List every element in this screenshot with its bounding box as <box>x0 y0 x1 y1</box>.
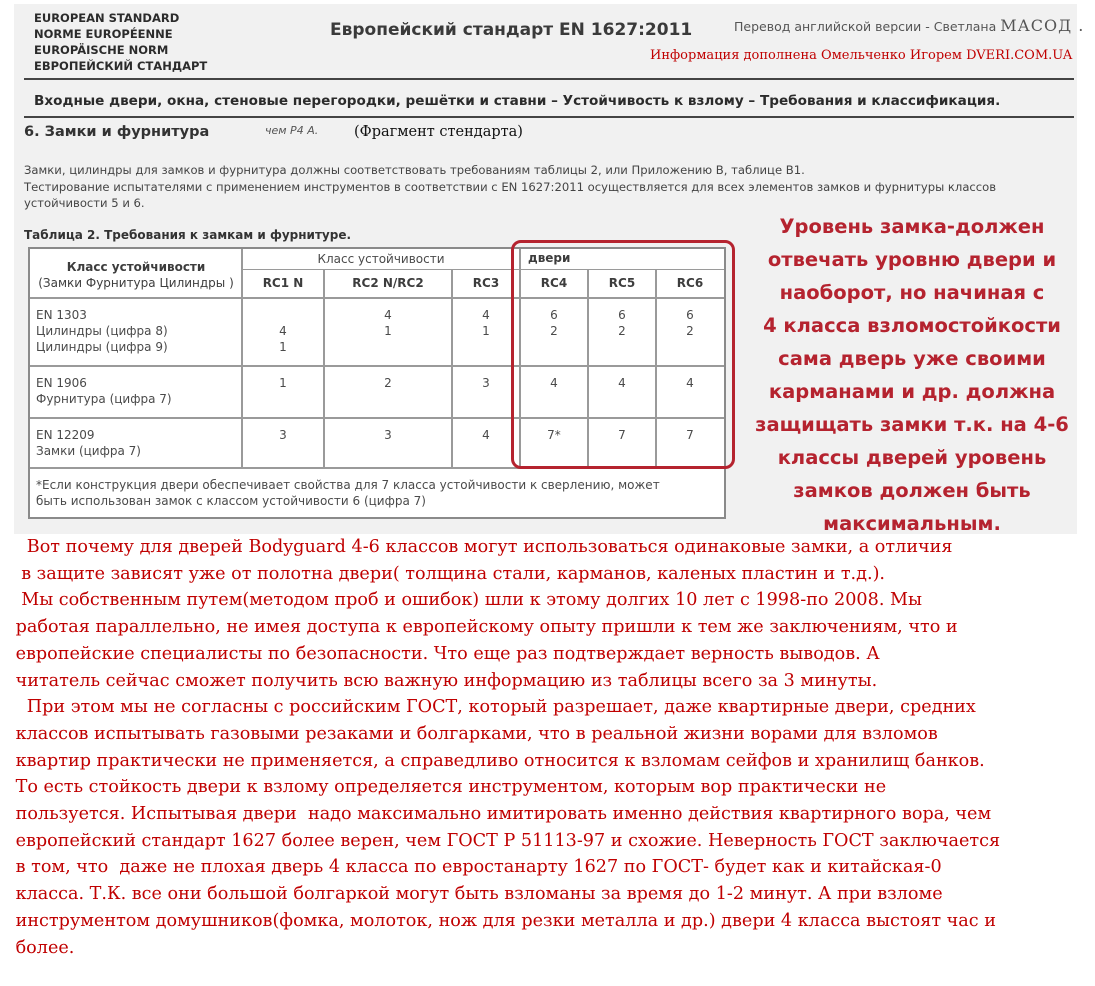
cell-value: 4 <box>482 308 490 322</box>
cell-value: 2 <box>686 324 694 338</box>
callout-line: классы дверей уровень <box>777 446 1047 469</box>
footnote-line: быть использован замок с классом устойчивости 6 (цифра 7) <box>36 494 426 508</box>
document-subtitle: Входные двери, окна, стеновые перегородки, решётки и ставни – Устойчивость к взлому – Требования и классификация. <box>34 93 1001 109</box>
callout-line: наоборот, но начиная с <box>779 281 1045 304</box>
row-label-line: Цилиндры (цифра 9) <box>36 340 168 354</box>
commentary-line: пользуется. Испытывая двери надо максимально имитировать именно действия квартирного вора, чем <box>10 804 992 825</box>
table-footnote <box>36 477 716 509</box>
row-label <box>36 375 236 407</box>
standard-name-fr: NORME EUROPÉENNE <box>34 27 173 41</box>
commentary-line: классов испытывать газовыми резаками и болгарками, что в реальной жизни ворами для взломов <box>10 723 938 744</box>
callout-annotation <box>752 210 1072 540</box>
table-cell: 1 <box>279 376 287 390</box>
col-header: RC3 <box>472 276 500 290</box>
col-header: RC6 <box>676 276 704 290</box>
commentary-line: работая параллельно, не имея доступа к европейскому опыту пришли к тем же заключениям, что и <box>10 617 958 638</box>
group-header: Класс устойчивости <box>317 252 445 266</box>
table-cell: 2 <box>384 376 392 390</box>
table-cell <box>452 307 520 339</box>
corner-header-line: Класс устойчивости <box>66 260 206 274</box>
commentary-line: в защите зависят уже от полотна двери( толщина стали, карманов, каленых пластин и т.д.). <box>10 563 886 584</box>
row-label-line: EN 12209 <box>36 428 95 442</box>
commentary-line: класса. Т.К. все они большой болгаркой могут быть взломаны за время до 1-2 минут. А при взломе <box>10 884 943 905</box>
callout-line: карманами и др. должна <box>768 380 1056 403</box>
standard-names <box>34 10 207 74</box>
commentary-line: более. <box>10 937 75 958</box>
handwritten-note: чем Р4 А. <box>265 124 319 137</box>
cell-value: 2 <box>550 324 558 338</box>
cell-value: 6 <box>618 308 626 322</box>
translation-credit <box>734 16 1084 35</box>
commentary-line: При этом мы не согласны с российским ГОСТ, который разрешает, даже квартирные двери, средних <box>10 697 976 718</box>
table-cell: 4 <box>550 376 558 390</box>
doors-header: двери <box>528 251 571 265</box>
commentary-line: читатель сейчас сможет получить всю важную информацию из таблицы всего за 3 минуты. <box>10 670 878 691</box>
table-caption: Таблица 2. Требования к замкам и фурнитуре. <box>24 228 352 242</box>
table-cell <box>324 307 452 339</box>
translation-prefix: Перевод английской версии - Светлана <box>734 19 997 34</box>
corner-header <box>30 259 242 291</box>
table-cell: 7 <box>618 428 626 442</box>
standard-name-en: EUROPEAN STANDARD <box>34 11 180 25</box>
callout-line: 4 класса взломостойкости <box>763 314 1061 337</box>
table-cell: 4 <box>482 428 490 442</box>
row-label-line: EN 1303 <box>36 308 87 322</box>
table-cell: 4 <box>618 376 626 390</box>
paragraph-line: Замки, цилиндры для замков и фурнитура должны соответствовать требованиям таблицы 2, или Приложению В, таблице В1. <box>24 163 805 177</box>
table-cell: 7 <box>686 428 694 442</box>
row-label-line: Цилиндры (цифра 8) <box>36 324 168 338</box>
translator-name: МАСОД . <box>1000 16 1085 35</box>
cell-value: 4 <box>279 324 287 338</box>
paragraph-line: Тестирование испытателями с применением инструментов в соответствии с EN 1627:2011 осуществляется для всех элементов замков и фурнитуры классов <box>24 179 997 194</box>
commentary-line: Мы собственным путем(методом проб и ошибок) шли к этому долгих 10 лет с 1998-по 2008. Мы <box>10 590 923 611</box>
cell-value: 4 <box>384 308 392 322</box>
table-cell <box>242 307 324 355</box>
commentary-line: европейские специалисты по безопасности. Что еще раз подтверждает верность выводов. А <box>10 643 880 664</box>
commentary-line: То есть стойкость двери к взлому определяется инструментом, которым вор практически не <box>10 777 887 798</box>
section-paragraph <box>24 162 1064 212</box>
table-cell: 4 <box>686 376 694 390</box>
cell-value: 2 <box>618 324 626 338</box>
cell-value <box>242 307 324 323</box>
cell-value: 6 <box>686 308 694 322</box>
info-credit: Информация дополнена Омельченко Игорем DVERI.COM.UA <box>650 48 1073 63</box>
commentary-line: в том, что даже не плохая дверь 4 класса по евростанарту 1627 по ГОСТ- будет как и китайская-0 <box>10 857 942 878</box>
row-label <box>36 307 236 355</box>
standard-name-ru: ЕВРОПЕЙСКИЙ СТАНДАРТ <box>34 59 208 73</box>
cell-value: 6 <box>550 308 558 322</box>
table-cell: 3 <box>482 376 490 390</box>
cell-value: 1 <box>279 340 287 354</box>
callout-line: максимальным. <box>823 512 1001 535</box>
commentary-line: инструментом домушников(фомка, молоток, нож для резки металла и др.) двери 4 класса выстоят час и <box>10 910 996 931</box>
callout-line: отвечать уровню двери и <box>767 248 1057 271</box>
paragraph-line: устойчивости 5 и 6. <box>24 196 145 210</box>
col-header: RC5 <box>608 276 636 290</box>
commentary-text <box>10 534 1090 961</box>
col-header: RC4 <box>540 276 568 290</box>
fragment-label: (Фрагмент стендарта) <box>354 124 523 140</box>
row-label-line: Фурнитура (цифра 7) <box>36 392 172 406</box>
row-label-line: Замки (цифра 7) <box>36 444 141 458</box>
corner-header-line: (Замки Фурнитура Цилиндры ) <box>38 276 234 290</box>
footnote-line: *Если конструкция двери обеспечивает свойства для 7 класса устойчивости к сверлению, может <box>36 478 660 492</box>
callout-line: сама дверь уже своими <box>778 347 1046 370</box>
commentary-line: европейский стандарт 1627 более верен, чем ГОСТ Р 51113-97 и схожие. Неверность ГОСТ заключается <box>10 830 1001 851</box>
doors-highlight-box <box>511 240 735 469</box>
document-title: Европейский стандарт EN 1627:2011 <box>330 20 693 40</box>
cell-value: 1 <box>482 324 490 338</box>
table-cell: 3 <box>384 428 392 442</box>
callout-line: Уровень замка-должен <box>779 215 1045 238</box>
commentary-line: Вот почему для дверей Bodyguard 4-6 классов могут использоваться одинаковые замки, а отличия <box>10 537 953 557</box>
callout-line: защищать замки т.к. на 4-6 <box>755 413 1069 436</box>
section-title: 6. Замки и фурнитура <box>24 124 210 140</box>
col-header: RC1 N <box>262 276 304 290</box>
table-cell: 3 <box>279 428 287 442</box>
col-header: RC2 N/RC2 <box>352 276 424 290</box>
standard-name-de: EUROPÄISCHE NORM <box>34 43 169 57</box>
subtitle-divider <box>24 116 1074 118</box>
row-label-line: EN 1906 <box>36 376 87 390</box>
row-label <box>36 427 236 459</box>
cell-value: 1 <box>384 324 392 338</box>
header-divider <box>24 78 1074 80</box>
callout-line: замков должен быть <box>793 479 1031 502</box>
commentary-line: квартир практически не применяется, а справедливо относится к взломам сейфов и хранилищ банков. <box>10 750 985 771</box>
table-cell: 7* <box>547 428 561 442</box>
